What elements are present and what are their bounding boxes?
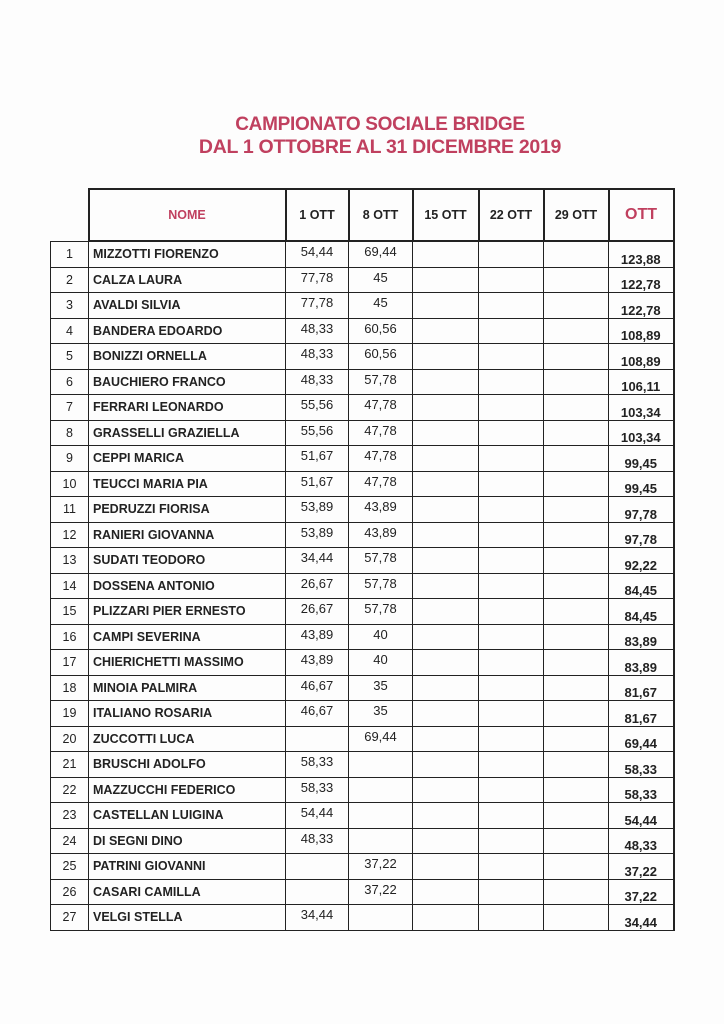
- score-22-ott-cell: [479, 522, 544, 548]
- total-ott-cell: 81,67: [609, 701, 674, 727]
- total-ott-cell: 103,34: [609, 395, 674, 421]
- score-1-ott-cell: 58,33: [286, 752, 349, 778]
- position-cell: 24: [51, 828, 89, 854]
- score-22-ott-cell: [479, 599, 544, 625]
- score-8-ott-cell: 45: [349, 293, 413, 319]
- score-15-ott-cell: [413, 905, 479, 931]
- total-ott-cell: 122,78: [609, 267, 674, 293]
- score-22-ott-cell: [479, 344, 544, 370]
- position-cell: 4: [51, 318, 89, 344]
- position-cell: 16: [51, 624, 89, 650]
- score-22-ott-cell: [479, 624, 544, 650]
- name-cell: ITALIANO ROSARIA: [89, 701, 286, 727]
- score-1-ott-cell: 26,67: [286, 573, 349, 599]
- table-row: [51, 803, 674, 829]
- score-1-ott-cell: 55,56: [286, 395, 349, 421]
- score-29-ott-cell: [544, 369, 609, 395]
- score-22-ott-cell: [479, 752, 544, 778]
- score-8-ott-cell: 37,22: [349, 879, 413, 905]
- score-22-ott-cell: [479, 267, 544, 293]
- position-cell: 6: [51, 369, 89, 395]
- document-subtitle: DAL 1 OTTOBRE AL 31 DICEMBRE 2019: [198, 136, 562, 158]
- score-22-ott-cell: [479, 675, 544, 701]
- score-1-ott-cell: [286, 854, 349, 880]
- score-15-ott-cell: [413, 624, 479, 650]
- table-row: [51, 879, 674, 905]
- table-row: [51, 446, 674, 472]
- score-1-ott-cell: 26,67: [286, 599, 349, 625]
- score-22-ott-cell: [479, 241, 544, 267]
- score-15-ott-cell: [413, 497, 479, 523]
- score-15-ott-cell: [413, 675, 479, 701]
- score-15-ott-cell: [413, 573, 479, 599]
- score-29-ott-cell: [544, 344, 609, 370]
- score-15-ott-cell: [413, 548, 479, 574]
- table-row: [51, 293, 674, 319]
- table-row: [51, 828, 674, 854]
- total-ott-cell: 83,89: [609, 650, 674, 676]
- score-29-ott-cell: [544, 650, 609, 676]
- table-row: [51, 701, 674, 727]
- score-29-ott-cell: [544, 803, 609, 829]
- table-row: [51, 599, 674, 625]
- score-15-ott-cell: [413, 471, 479, 497]
- score-15-ott-cell: [413, 369, 479, 395]
- score-8-ott-cell: 40: [349, 650, 413, 676]
- table-row: [51, 777, 674, 803]
- total-ott-cell: 69,44: [609, 726, 674, 752]
- score-1-ott-cell: [286, 726, 349, 752]
- score-8-ott-cell: 37,22: [349, 854, 413, 880]
- score-29-ott-cell: [544, 624, 609, 650]
- total-ott-cell: 92,22: [609, 548, 674, 574]
- score-15-ott-cell: [413, 854, 479, 880]
- table-row: [51, 548, 674, 574]
- position-cell: 17: [51, 650, 89, 676]
- table-row: [51, 318, 674, 344]
- name-cell: BAUCHIERO FRANCO: [89, 369, 286, 395]
- position-cell: 14: [51, 573, 89, 599]
- position-cell: 10: [51, 471, 89, 497]
- position-cell: 27: [51, 905, 89, 931]
- score-29-ott-cell: [544, 471, 609, 497]
- header-22-ott: 22 OTT: [479, 189, 544, 241]
- score-1-ott-cell: 34,44: [286, 905, 349, 931]
- header-ott-total: OTT: [609, 189, 674, 241]
- score-29-ott-cell: [544, 905, 609, 931]
- name-cell: MAZZUCCHI FEDERICO: [89, 777, 286, 803]
- score-8-ott-cell: 69,44: [349, 726, 413, 752]
- score-1-ott-cell: [286, 879, 349, 905]
- name-cell: SUDATI TEODORO: [89, 548, 286, 574]
- score-8-ott-cell: 47,78: [349, 395, 413, 421]
- score-29-ott-cell: [544, 675, 609, 701]
- position-cell: 9: [51, 446, 89, 472]
- score-8-ott-cell: 45: [349, 267, 413, 293]
- name-cell: BRUSCHI ADOLFO: [89, 752, 286, 778]
- score-1-ott-cell: 77,78: [286, 267, 349, 293]
- total-ott-cell: 37,22: [609, 854, 674, 880]
- score-22-ott-cell: [479, 446, 544, 472]
- score-8-ott-cell: 69,44: [349, 241, 413, 267]
- name-cell: CAMPI SEVERINA: [89, 624, 286, 650]
- score-1-ott-cell: 48,33: [286, 344, 349, 370]
- total-ott-cell: 58,33: [609, 752, 674, 778]
- position-cell: 26: [51, 879, 89, 905]
- table-row: [51, 267, 674, 293]
- score-1-ott-cell: 34,44: [286, 548, 349, 574]
- name-cell: CASTELLAN LUIGINA: [89, 803, 286, 829]
- header-position: [51, 189, 89, 241]
- name-cell: CEPPI MARICA: [89, 446, 286, 472]
- name-cell: CASARI CAMILLA: [89, 879, 286, 905]
- name-cell: CHIERICHETTI MASSIMO: [89, 650, 286, 676]
- score-22-ott-cell: [479, 803, 544, 829]
- score-22-ott-cell: [479, 318, 544, 344]
- score-8-ott-cell: [349, 777, 413, 803]
- score-15-ott-cell: [413, 599, 479, 625]
- position-cell: 3: [51, 293, 89, 319]
- table-row: [51, 420, 674, 446]
- score-29-ott-cell: [544, 701, 609, 727]
- score-15-ott-cell: [413, 344, 479, 370]
- table-row: [51, 650, 674, 676]
- score-1-ott-cell: 55,56: [286, 420, 349, 446]
- score-29-ott-cell: [544, 752, 609, 778]
- header-nome: NOME: [89, 189, 286, 241]
- score-15-ott-cell: [413, 752, 479, 778]
- score-1-ott-cell: 46,67: [286, 675, 349, 701]
- score-22-ott-cell: [479, 650, 544, 676]
- score-22-ott-cell: [479, 854, 544, 880]
- score-1-ott-cell: 48,33: [286, 318, 349, 344]
- total-ott-cell: 103,34: [609, 420, 674, 446]
- table-row: [51, 624, 674, 650]
- total-ott-cell: 122,78: [609, 293, 674, 319]
- total-ott-cell: 97,78: [609, 497, 674, 523]
- score-8-ott-cell: [349, 752, 413, 778]
- table-row: [51, 344, 674, 370]
- name-cell: VELGI STELLA: [89, 905, 286, 931]
- name-cell: AVALDI SILVIA: [89, 293, 286, 319]
- name-cell: BANDERA EDOARDO: [89, 318, 286, 344]
- table-row: [51, 241, 674, 267]
- position-cell: 1: [51, 241, 89, 267]
- score-8-ott-cell: 60,56: [349, 344, 413, 370]
- total-ott-cell: 83,89: [609, 624, 674, 650]
- score-8-ott-cell: 47,78: [349, 471, 413, 497]
- name-cell: GRASSELLI GRAZIELLA: [89, 420, 286, 446]
- score-29-ott-cell: [544, 446, 609, 472]
- score-22-ott-cell: [479, 293, 544, 319]
- score-15-ott-cell: [413, 879, 479, 905]
- score-22-ott-cell: [479, 369, 544, 395]
- name-cell: PATRINI GIOVANNI: [89, 854, 286, 880]
- score-1-ott-cell: 43,89: [286, 624, 349, 650]
- score-1-ott-cell: 77,78: [286, 293, 349, 319]
- score-15-ott-cell: [413, 828, 479, 854]
- score-29-ott-cell: [544, 828, 609, 854]
- position-cell: 11: [51, 497, 89, 523]
- position-cell: 7: [51, 395, 89, 421]
- name-cell: FERRARI LEONARDO: [89, 395, 286, 421]
- table-row: [51, 854, 674, 880]
- name-cell: DI SEGNI DINO: [89, 828, 286, 854]
- score-29-ott-cell: [544, 267, 609, 293]
- score-29-ott-cell: [544, 726, 609, 752]
- score-22-ott-cell: [479, 395, 544, 421]
- score-29-ott-cell: [544, 497, 609, 523]
- score-15-ott-cell: [413, 701, 479, 727]
- table-row: [51, 573, 674, 599]
- score-8-ott-cell: 60,56: [349, 318, 413, 344]
- position-cell: 8: [51, 420, 89, 446]
- score-15-ott-cell: [413, 267, 479, 293]
- score-22-ott-cell: [479, 777, 544, 803]
- total-ott-cell: 106,11: [609, 369, 674, 395]
- total-ott-cell: 99,45: [609, 446, 674, 472]
- name-cell: CALZA LAURA: [89, 267, 286, 293]
- name-cell: BONIZZI ORNELLA: [89, 344, 286, 370]
- name-cell: PLIZZARI PIER ERNESTO: [89, 599, 286, 625]
- position-cell: 2: [51, 267, 89, 293]
- position-cell: 23: [51, 803, 89, 829]
- position-cell: 21: [51, 752, 89, 778]
- name-cell: MIZZOTTI FIORENZO: [89, 241, 286, 267]
- position-cell: 15: [51, 599, 89, 625]
- name-cell: RANIERI GIOVANNA: [89, 522, 286, 548]
- total-ott-cell: 34,44: [609, 905, 674, 931]
- position-cell: 25: [51, 854, 89, 880]
- score-22-ott-cell: [479, 726, 544, 752]
- score-1-ott-cell: 53,89: [286, 522, 349, 548]
- score-15-ott-cell: [413, 395, 479, 421]
- header-1-ott: 1 OTT: [286, 189, 349, 241]
- table-row: [51, 471, 674, 497]
- table-row: [51, 752, 674, 778]
- table-row: [51, 522, 674, 548]
- score-1-ott-cell: 58,33: [286, 777, 349, 803]
- total-ott-cell: 58,33: [609, 777, 674, 803]
- score-15-ott-cell: [413, 318, 479, 344]
- total-ott-cell: 84,45: [609, 599, 674, 625]
- score-8-ott-cell: 57,78: [349, 369, 413, 395]
- name-cell: DOSSENA ANTONIO: [89, 573, 286, 599]
- score-15-ott-cell: [413, 650, 479, 676]
- name-cell: ZUCCOTTI LUCA: [89, 726, 286, 752]
- score-8-ott-cell: [349, 905, 413, 931]
- total-ott-cell: 99,45: [609, 471, 674, 497]
- score-1-ott-cell: 46,67: [286, 701, 349, 727]
- header-row: [51, 189, 674, 241]
- score-1-ott-cell: 48,33: [286, 828, 349, 854]
- table-row: [51, 497, 674, 523]
- score-15-ott-cell: [413, 293, 479, 319]
- position-cell: 12: [51, 522, 89, 548]
- name-cell: TEUCCI MARIA PIA: [89, 471, 286, 497]
- score-29-ott-cell: [544, 548, 609, 574]
- score-22-ott-cell: [479, 701, 544, 727]
- score-8-ott-cell: 43,89: [349, 522, 413, 548]
- total-ott-cell: 54,44: [609, 803, 674, 829]
- score-29-ott-cell: [544, 599, 609, 625]
- table-row: [51, 726, 674, 752]
- table-row: [51, 675, 674, 701]
- name-cell: MINOIA PALMIRA: [89, 675, 286, 701]
- position-cell: 19: [51, 701, 89, 727]
- table-row: [51, 395, 674, 421]
- total-ott-cell: 108,89: [609, 318, 674, 344]
- score-1-ott-cell: 43,89: [286, 650, 349, 676]
- table-row: [51, 369, 674, 395]
- score-22-ott-cell: [479, 573, 544, 599]
- score-29-ott-cell: [544, 241, 609, 267]
- score-15-ott-cell: [413, 241, 479, 267]
- total-ott-cell: 37,22: [609, 879, 674, 905]
- score-8-ott-cell: 57,78: [349, 573, 413, 599]
- score-1-ott-cell: 53,89: [286, 497, 349, 523]
- score-15-ott-cell: [413, 420, 479, 446]
- score-29-ott-cell: [544, 854, 609, 880]
- header-15-ott: 15 OTT: [413, 189, 479, 241]
- score-8-ott-cell: 47,78: [349, 420, 413, 446]
- score-29-ott-cell: [544, 293, 609, 319]
- score-1-ott-cell: 51,67: [286, 446, 349, 472]
- standings-table: [50, 188, 675, 931]
- score-22-ott-cell: [479, 905, 544, 931]
- score-1-ott-cell: 51,67: [286, 471, 349, 497]
- score-8-ott-cell: [349, 828, 413, 854]
- score-29-ott-cell: [544, 420, 609, 446]
- position-cell: 13: [51, 548, 89, 574]
- score-29-ott-cell: [544, 777, 609, 803]
- total-ott-cell: 108,89: [609, 344, 674, 370]
- score-8-ott-cell: 40: [349, 624, 413, 650]
- score-8-ott-cell: 43,89: [349, 497, 413, 523]
- total-ott-cell: 81,67: [609, 675, 674, 701]
- score-29-ott-cell: [544, 522, 609, 548]
- total-ott-cell: 97,78: [609, 522, 674, 548]
- score-8-ott-cell: 35: [349, 701, 413, 727]
- position-cell: 22: [51, 777, 89, 803]
- score-1-ott-cell: 54,44: [286, 803, 349, 829]
- score-1-ott-cell: 48,33: [286, 369, 349, 395]
- header-8-ott: 8 OTT: [349, 189, 413, 241]
- score-15-ott-cell: [413, 803, 479, 829]
- score-1-ott-cell: 54,44: [286, 241, 349, 267]
- score-15-ott-cell: [413, 446, 479, 472]
- position-cell: 20: [51, 726, 89, 752]
- score-29-ott-cell: [544, 879, 609, 905]
- header-29-ott: 29 OTT: [544, 189, 609, 241]
- table-row: [51, 905, 674, 931]
- score-8-ott-cell: 57,78: [349, 599, 413, 625]
- score-8-ott-cell: 57,78: [349, 548, 413, 574]
- score-15-ott-cell: [413, 777, 479, 803]
- score-15-ott-cell: [413, 522, 479, 548]
- position-cell: 18: [51, 675, 89, 701]
- score-22-ott-cell: [479, 879, 544, 905]
- score-8-ott-cell: 47,78: [349, 446, 413, 472]
- score-15-ott-cell: [413, 726, 479, 752]
- score-29-ott-cell: [544, 395, 609, 421]
- total-ott-cell: 84,45: [609, 573, 674, 599]
- score-29-ott-cell: [544, 318, 609, 344]
- score-8-ott-cell: [349, 803, 413, 829]
- score-22-ott-cell: [479, 497, 544, 523]
- score-22-ott-cell: [479, 548, 544, 574]
- name-cell: PEDRUZZI FIORISA: [89, 497, 286, 523]
- score-22-ott-cell: [479, 828, 544, 854]
- document-title: CAMPIONATO SOCIALE BRIDGE: [235, 114, 525, 135]
- score-29-ott-cell: [544, 573, 609, 599]
- total-ott-cell: 123,88: [609, 241, 674, 267]
- total-ott-cell: 48,33: [609, 828, 674, 854]
- score-22-ott-cell: [479, 420, 544, 446]
- score-22-ott-cell: [479, 471, 544, 497]
- score-8-ott-cell: 35: [349, 675, 413, 701]
- position-cell: 5: [51, 344, 89, 370]
